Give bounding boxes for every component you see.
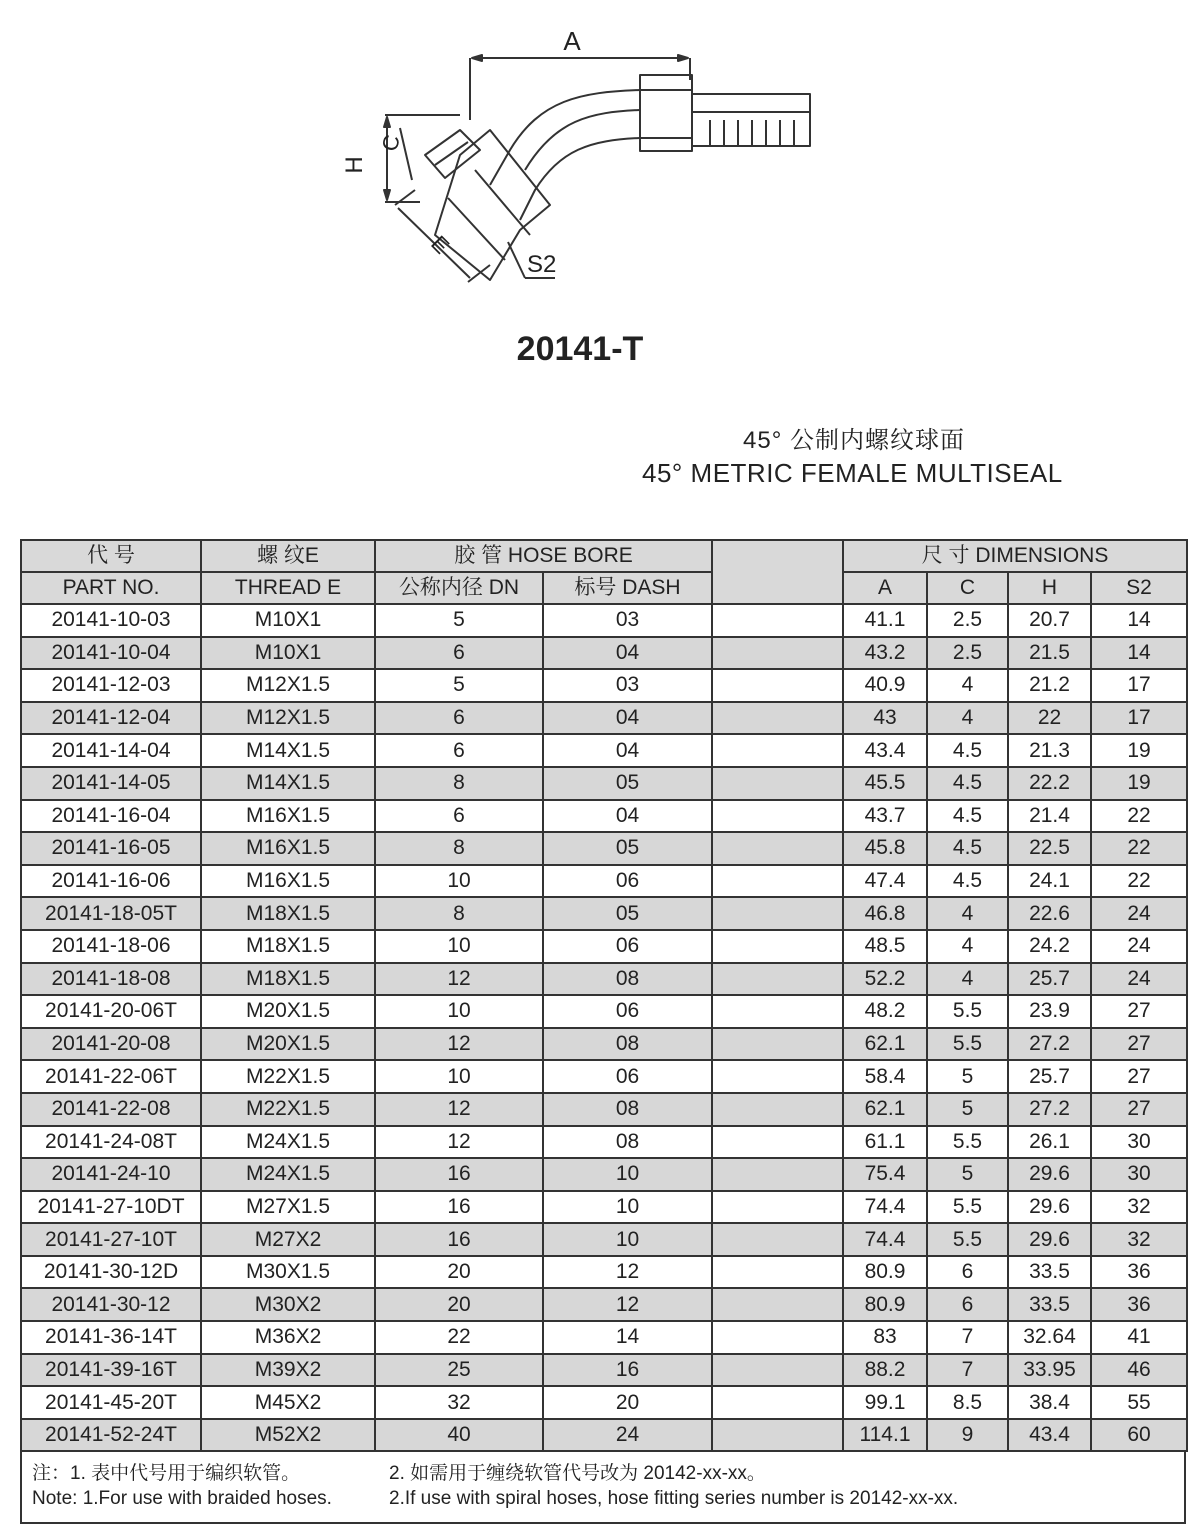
cell-a: 62.1 (843, 1028, 927, 1061)
cell-dash: 10 (543, 1158, 712, 1191)
cell-a: 75.4 (843, 1158, 927, 1191)
table-row (21, 1288, 1187, 1321)
cell-thread: M30X2 (201, 1288, 375, 1321)
cell-s2: 14 (1091, 637, 1187, 670)
cell-part: 20141-16-05 (21, 832, 201, 865)
cell-part: 20141-39-16T (21, 1354, 201, 1387)
cell-c: 4.5 (927, 865, 1008, 898)
cell-a: 52.2 (843, 963, 927, 996)
cell-s2: 14 (1091, 604, 1187, 637)
cell-c: 5.5 (927, 1028, 1008, 1061)
cell-part: 20141-30-12D (21, 1256, 201, 1289)
cell-part: 20141-30-12 (21, 1288, 201, 1321)
cell-h: 22.5 (1008, 832, 1091, 865)
cell-dn: 16 (375, 1158, 543, 1191)
cell-s2: 17 (1091, 669, 1187, 702)
table-row (21, 604, 1187, 637)
cell-thread: M18X1.5 (201, 930, 375, 963)
cell-c: 5 (927, 1060, 1008, 1093)
cell-h: 21.2 (1008, 669, 1091, 702)
table-row (21, 1256, 1187, 1289)
cell-dn: 16 (375, 1191, 543, 1224)
cell-part: 20141-14-05 (21, 767, 201, 800)
header-part-no-cn: 代 号 (21, 540, 201, 572)
cell-dash: 20 (543, 1386, 712, 1419)
cell-c: 2.5 (927, 637, 1008, 670)
cell-part: 20141-10-03 (21, 604, 201, 637)
cell-blank (712, 637, 843, 670)
cell-dn: 6 (375, 800, 543, 833)
header-dash: 标号 DASH (543, 572, 712, 604)
cell-a: 48.5 (843, 930, 927, 963)
cell-thread: M22X1.5 (201, 1093, 375, 1126)
cell-a: 43.2 (843, 637, 927, 670)
cell-blank (712, 1060, 843, 1093)
cell-part: 20141-22-06T (21, 1060, 201, 1093)
cell-part: 20141-10-04 (21, 637, 201, 670)
cell-blank (712, 1386, 843, 1419)
cell-dn: 6 (375, 734, 543, 767)
dim-label-h: H (341, 156, 368, 174)
cell-part: 20141-18-08 (21, 963, 201, 996)
cell-c: 4 (927, 963, 1008, 996)
cell-blank (712, 1028, 843, 1061)
cell-dn: 40 (375, 1419, 543, 1452)
cell-h: 27.2 (1008, 1093, 1091, 1126)
dim-label-c: C (376, 132, 405, 154)
header-h: H (1008, 572, 1091, 604)
cell-h: 33.5 (1008, 1288, 1091, 1321)
cell-dn: 8 (375, 767, 543, 800)
cell-a: 74.4 (843, 1191, 927, 1224)
cell-h: 29.6 (1008, 1223, 1091, 1256)
header-part-no-en: PART NO. (21, 572, 201, 604)
cell-h: 25.7 (1008, 1060, 1091, 1093)
cell-h: 33.5 (1008, 1256, 1091, 1289)
cell-dash: 03 (543, 604, 712, 637)
cell-thread: M12X1.5 (201, 702, 375, 735)
cell-thread: M16X1.5 (201, 800, 375, 833)
cell-c: 6 (927, 1256, 1008, 1289)
cell-a: 114.1 (843, 1419, 927, 1452)
cell-dn: 12 (375, 1028, 543, 1061)
cell-c: 5.5 (927, 1126, 1008, 1159)
cell-part: 20141-16-04 (21, 800, 201, 833)
cell-s2: 19 (1091, 734, 1187, 767)
cell-part: 20141-14-04 (21, 734, 201, 767)
dim-label-s2: S2 (527, 251, 557, 278)
table-row (21, 1354, 1187, 1387)
note-en-1: Note: 1.For use with braided hoses. (32, 1488, 332, 1509)
cell-dash: 05 (543, 897, 712, 930)
header-dimensions: 尺 寸 DIMENSIONS (843, 540, 1187, 572)
cell-part: 20141-52-24T (21, 1419, 201, 1452)
cell-h: 22.6 (1008, 897, 1091, 930)
cell-part: 20141-12-04 (21, 702, 201, 735)
note-cn-2: 2. 如需用于缠绕软管代号改为 20142-xx-xx。 (389, 1463, 766, 1484)
cell-a: 47.4 (843, 865, 927, 898)
cell-dash: 05 (543, 832, 712, 865)
cell-dn: 25 (375, 1354, 543, 1387)
cell-dn: 12 (375, 1126, 543, 1159)
cell-dn: 12 (375, 963, 543, 996)
cell-blank (712, 1321, 843, 1354)
product-title-en: 45° METRIC FEMALE MULTISEAL (642, 458, 1063, 488)
cell-a: 83 (843, 1321, 927, 1354)
cell-blank (712, 1256, 843, 1289)
cell-blank (712, 1354, 843, 1387)
cell-dash: 14 (543, 1321, 712, 1354)
cell-dash: 06 (543, 995, 712, 1028)
table-row (21, 963, 1187, 996)
header-dn: 公称内径 DN (375, 572, 543, 604)
cell-part: 20141-18-05T (21, 897, 201, 930)
cell-part: 20141-16-06 (21, 865, 201, 898)
cell-thread: M24X1.5 (201, 1126, 375, 1159)
cell-blank (712, 702, 843, 735)
cell-blank (712, 1158, 843, 1191)
cell-dash: 04 (543, 702, 712, 735)
cell-thread: M12X1.5 (201, 669, 375, 702)
cell-c: 7 (927, 1354, 1008, 1387)
cell-h: 29.6 (1008, 1158, 1091, 1191)
cell-a: 40.9 (843, 669, 927, 702)
spec-table-body (21, 604, 1187, 1451)
cell-s2: 55 (1091, 1386, 1187, 1419)
cell-a: 62.1 (843, 1093, 927, 1126)
cell-c: 4.5 (927, 832, 1008, 865)
table-row (21, 637, 1187, 670)
cell-s2: 22 (1091, 800, 1187, 833)
cell-a: 43.7 (843, 800, 927, 833)
cell-dash: 08 (543, 1093, 712, 1126)
cell-part: 20141-36-14T (21, 1321, 201, 1354)
cell-c: 4 (927, 702, 1008, 735)
cell-blank (712, 930, 843, 963)
cell-dn: 8 (375, 832, 543, 865)
cell-h: 20.7 (1008, 604, 1091, 637)
header-hose-bore: 胶 管 HOSE BORE (375, 540, 712, 572)
cell-c: 4.5 (927, 767, 1008, 800)
header-c: C (927, 572, 1008, 604)
cell-dash: 08 (543, 963, 712, 996)
cell-dn: 10 (375, 865, 543, 898)
cell-s2: 24 (1091, 897, 1187, 930)
cell-h: 22.2 (1008, 767, 1091, 800)
cell-part: 20141-27-10T (21, 1223, 201, 1256)
table-row (21, 1191, 1187, 1224)
cell-blank (712, 1288, 843, 1321)
cell-dash: 24 (543, 1419, 712, 1452)
table-row (21, 832, 1187, 865)
cell-blank (712, 1223, 843, 1256)
header-blank (712, 540, 843, 604)
cell-blank (712, 669, 843, 702)
cell-s2: 27 (1091, 995, 1187, 1028)
cell-s2: 27 (1091, 1028, 1187, 1061)
cell-dn: 8 (375, 897, 543, 930)
cell-part: 20141-27-10DT (21, 1191, 201, 1224)
table-row (21, 800, 1187, 833)
cell-part: 20141-20-06T (21, 995, 201, 1028)
cell-thread: M10X1 (201, 637, 375, 670)
cell-s2: 41 (1091, 1321, 1187, 1354)
cell-h: 21.3 (1008, 734, 1091, 767)
cell-thread: M14X1.5 (201, 734, 375, 767)
cell-dash: 06 (543, 865, 712, 898)
cell-part: 20141-45-20T (21, 1386, 201, 1419)
cell-a: 43 (843, 702, 927, 735)
cell-dn: 12 (375, 1093, 543, 1126)
note-cn-1: 注：1. 表中代号用于编织软管。 (32, 1463, 301, 1484)
cell-thread: M14X1.5 (201, 767, 375, 800)
cell-a: 99.1 (843, 1386, 927, 1419)
cell-part: 20141-22-08 (21, 1093, 201, 1126)
table-row (21, 1126, 1187, 1159)
cell-thread: M52X2 (201, 1419, 375, 1452)
cell-thread: M27X1.5 (201, 1191, 375, 1224)
cell-c: 9 (927, 1419, 1008, 1452)
cell-blank (712, 800, 843, 833)
cell-dn: 20 (375, 1256, 543, 1289)
cell-dn: 5 (375, 669, 543, 702)
cell-thread: M36X2 (201, 1321, 375, 1354)
cell-h: 21.4 (1008, 800, 1091, 833)
product-title-cn: 45° 公制内螺纹球面 (743, 427, 965, 454)
table-row (21, 1060, 1187, 1093)
cell-dn: 22 (375, 1321, 543, 1354)
fitting-drawing (340, 20, 840, 320)
cell-c: 5.5 (927, 1191, 1008, 1224)
cell-c: 4 (927, 897, 1008, 930)
cell-dn: 16 (375, 1223, 543, 1256)
table-row (21, 669, 1187, 702)
cell-a: 43.4 (843, 734, 927, 767)
header-thread-en: THREAD E (201, 572, 375, 604)
cell-s2: 22 (1091, 832, 1187, 865)
cell-c: 5 (927, 1093, 1008, 1126)
cell-s2: 36 (1091, 1288, 1187, 1321)
cell-dash: 04 (543, 734, 712, 767)
cell-dash: 12 (543, 1256, 712, 1289)
cell-dash: 08 (543, 1126, 712, 1159)
cell-dn: 20 (375, 1288, 543, 1321)
spec-table (20, 539, 1188, 1452)
cell-c: 7 (927, 1321, 1008, 1354)
cell-part: 20141-20-08 (21, 1028, 201, 1061)
cell-dash: 08 (543, 1028, 712, 1061)
cell-a: 46.8 (843, 897, 927, 930)
cell-blank (712, 1191, 843, 1224)
cell-c: 8.5 (927, 1386, 1008, 1419)
cell-part: 20141-18-06 (21, 930, 201, 963)
cell-h: 33.95 (1008, 1354, 1091, 1387)
table-row (21, 1223, 1187, 1256)
cell-part: 20141-24-08T (21, 1126, 201, 1159)
cell-h: 32.64 (1008, 1321, 1091, 1354)
cell-c: 4 (927, 930, 1008, 963)
table-row (21, 1419, 1187, 1452)
cell-h: 26.1 (1008, 1126, 1091, 1159)
cell-thread: M24X1.5 (201, 1158, 375, 1191)
cell-thread: M20X1.5 (201, 995, 375, 1028)
cell-c: 2.5 (927, 604, 1008, 637)
cell-a: 48.2 (843, 995, 927, 1028)
cell-dash: 03 (543, 669, 712, 702)
header-thread-cn: 螺 纹E (201, 540, 375, 572)
cell-blank (712, 1093, 843, 1126)
cell-c: 4.5 (927, 734, 1008, 767)
cell-s2: 17 (1091, 702, 1187, 735)
cell-thread: M27X2 (201, 1223, 375, 1256)
table-row (21, 897, 1187, 930)
cell-dash: 05 (543, 767, 712, 800)
table-row (21, 995, 1187, 1028)
cell-a: 45.5 (843, 767, 927, 800)
cell-a: 61.1 (843, 1126, 927, 1159)
cell-a: 45.8 (843, 832, 927, 865)
note-en-2: 2.If use with spiral hoses, hose fitting series number is 20142-xx-xx. (389, 1488, 959, 1509)
cell-blank (712, 897, 843, 930)
cell-c: 5.5 (927, 995, 1008, 1028)
cell-part: 20141-24-10 (21, 1158, 201, 1191)
cell-s2: 60 (1091, 1419, 1187, 1452)
cell-a: 41.1 (843, 604, 927, 637)
cell-c: 4.5 (927, 800, 1008, 833)
table-row (21, 702, 1187, 735)
cell-blank (712, 604, 843, 637)
header-s2: S2 (1091, 572, 1187, 604)
cell-thread: M22X1.5 (201, 1060, 375, 1093)
cell-h: 27.2 (1008, 1028, 1091, 1061)
cell-dn: 6 (375, 637, 543, 670)
cell-dash: 16 (543, 1354, 712, 1387)
cell-dash: 10 (543, 1191, 712, 1224)
cell-a: 80.9 (843, 1256, 927, 1289)
cell-dash: 10 (543, 1223, 712, 1256)
cell-s2: 36 (1091, 1256, 1187, 1289)
cell-s2: 24 (1091, 963, 1187, 996)
cell-blank (712, 963, 843, 996)
cell-blank (712, 865, 843, 898)
cell-h: 22 (1008, 702, 1091, 735)
cell-h: 25.7 (1008, 963, 1091, 996)
cell-s2: 24 (1091, 930, 1187, 963)
table-row (21, 1028, 1187, 1061)
dim-label-a: A (563, 26, 581, 56)
cell-thread: M30X1.5 (201, 1256, 375, 1289)
header-a: A (843, 572, 927, 604)
cell-h: 23.9 (1008, 995, 1091, 1028)
cell-thread: M20X1.5 (201, 1028, 375, 1061)
cell-blank (712, 1126, 843, 1159)
cell-dash: 04 (543, 637, 712, 670)
table-row (21, 767, 1187, 800)
cell-c: 4 (927, 669, 1008, 702)
cell-c: 5 (927, 1158, 1008, 1191)
table-row (21, 734, 1187, 767)
cell-blank (712, 1419, 843, 1452)
cell-a: 88.2 (843, 1354, 927, 1387)
cell-h: 29.6 (1008, 1191, 1091, 1224)
cell-s2: 46 (1091, 1354, 1187, 1387)
cell-s2: 30 (1091, 1158, 1187, 1191)
dim-label-e: E (426, 230, 455, 259)
cell-thread: M45X2 (201, 1386, 375, 1419)
cell-c: 5.5 (927, 1223, 1008, 1256)
cell-thread: M18X1.5 (201, 897, 375, 930)
cell-c: 6 (927, 1288, 1008, 1321)
cell-s2: 32 (1091, 1223, 1187, 1256)
cell-s2: 22 (1091, 865, 1187, 898)
cell-s2: 27 (1091, 1060, 1187, 1093)
cell-blank (712, 734, 843, 767)
cell-dash: 04 (543, 800, 712, 833)
cell-a: 58.4 (843, 1060, 927, 1093)
table-row (21, 865, 1187, 898)
cell-dn: 10 (375, 1060, 543, 1093)
cell-h: 24.1 (1008, 865, 1091, 898)
cell-dn: 10 (375, 930, 543, 963)
cell-dn: 32 (375, 1386, 543, 1419)
cell-s2: 27 (1091, 1093, 1187, 1126)
table-row (21, 1386, 1187, 1419)
cell-h: 24.2 (1008, 930, 1091, 963)
cell-dash: 06 (543, 1060, 712, 1093)
cell-dash: 06 (543, 930, 712, 963)
cell-blank (712, 995, 843, 1028)
table-row (21, 1158, 1187, 1191)
table-row (21, 930, 1187, 963)
cell-dn: 6 (375, 702, 543, 735)
cell-dash: 12 (543, 1288, 712, 1321)
cell-thread: M18X1.5 (201, 963, 375, 996)
cell-dn: 5 (375, 604, 543, 637)
cell-s2: 19 (1091, 767, 1187, 800)
cell-a: 74.4 (843, 1223, 927, 1256)
table-row (21, 1093, 1187, 1126)
cell-thread: M16X1.5 (201, 865, 375, 898)
cell-h: 43.4 (1008, 1419, 1091, 1452)
cell-h: 21.5 (1008, 637, 1091, 670)
cell-thread: M16X1.5 (201, 832, 375, 865)
cell-s2: 32 (1091, 1191, 1187, 1224)
cell-thread: M39X2 (201, 1354, 375, 1387)
cell-h: 38.4 (1008, 1386, 1091, 1419)
model-number: 20141-T (516, 330, 644, 368)
cell-part: 20141-12-03 (21, 669, 201, 702)
table-row (21, 1321, 1187, 1354)
cell-a: 80.9 (843, 1288, 927, 1321)
cell-blank (712, 767, 843, 800)
notes-box (20, 1452, 1186, 1524)
cell-dn: 10 (375, 995, 543, 1028)
cell-blank (712, 832, 843, 865)
cell-s2: 30 (1091, 1126, 1187, 1159)
cell-thread: M10X1 (201, 604, 375, 637)
